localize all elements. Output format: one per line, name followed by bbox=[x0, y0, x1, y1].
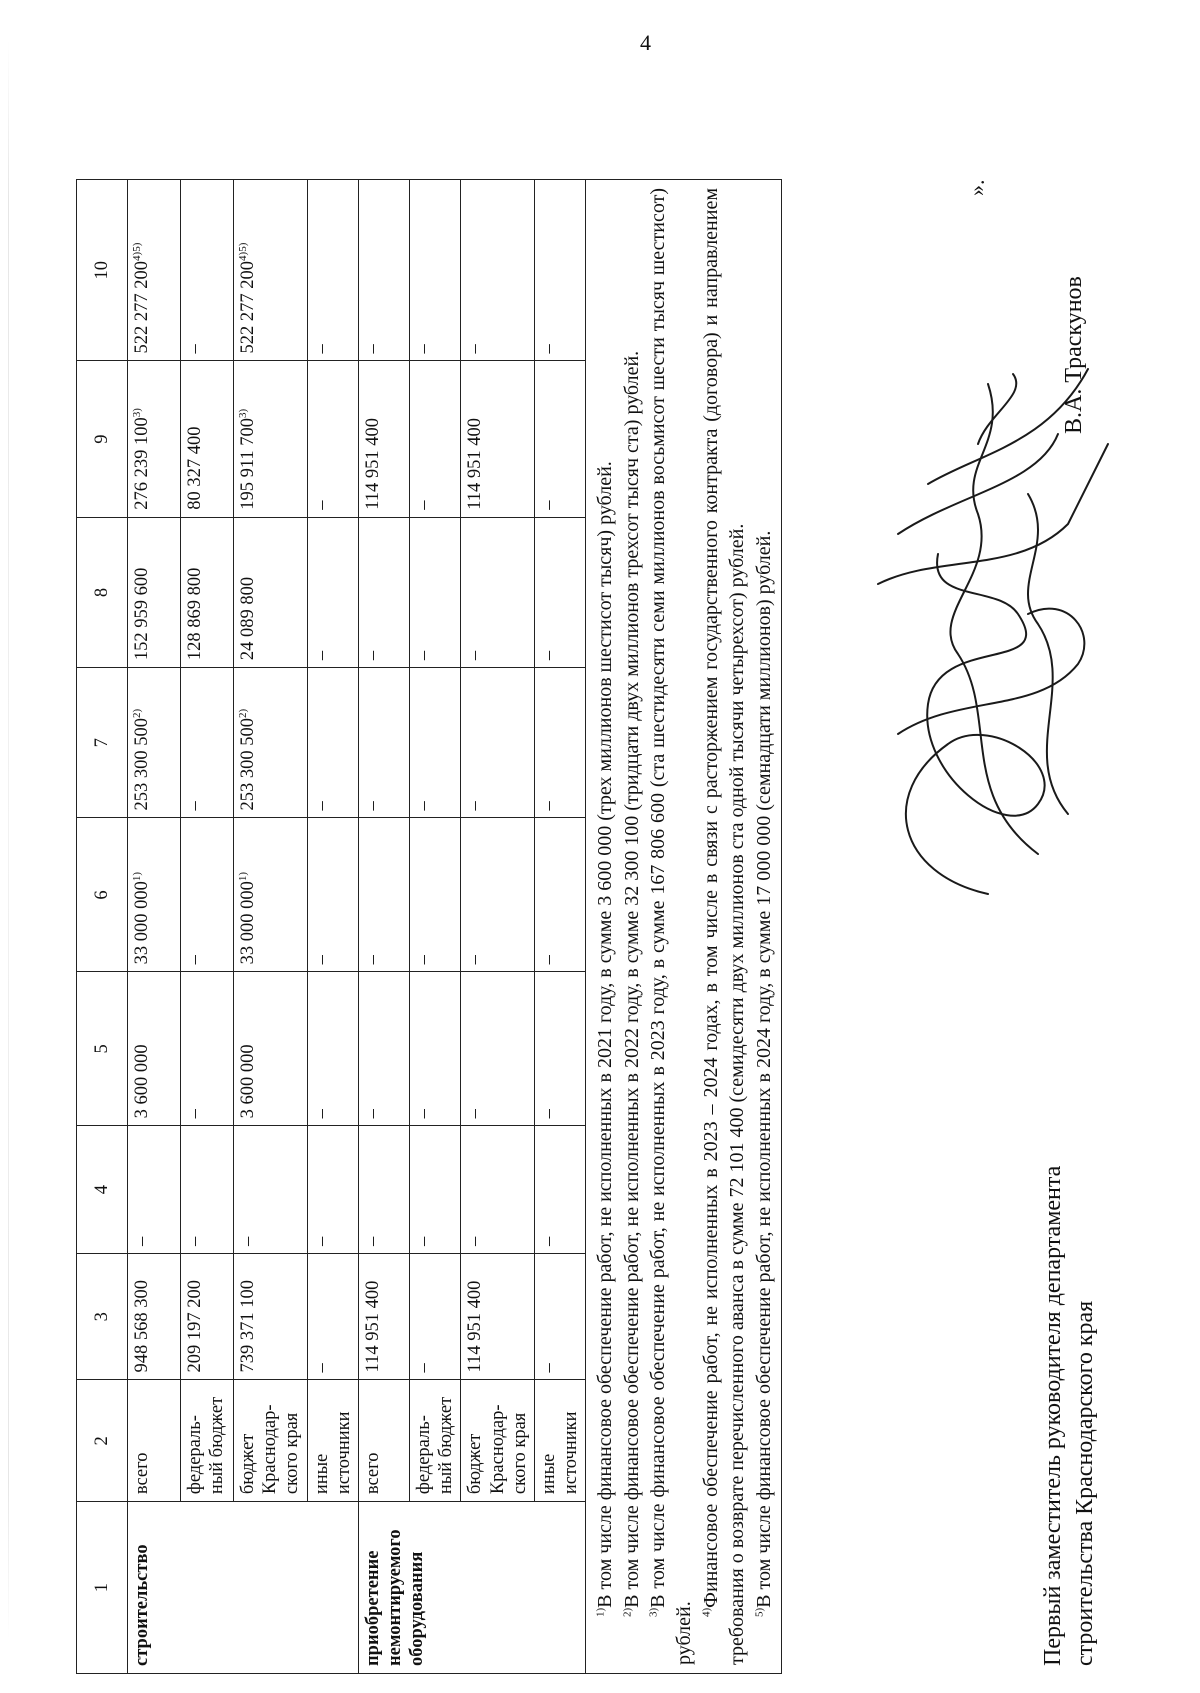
cell: – bbox=[534, 1253, 585, 1379]
cell: – bbox=[409, 517, 460, 667]
cell: – bbox=[307, 1253, 358, 1379]
scan-edge-shadow bbox=[8, 40, 9, 1640]
financing-table bbox=[76, 179, 782, 1674]
footnote-mark: 5) bbox=[752, 1607, 765, 1617]
cell: – bbox=[307, 1126, 358, 1254]
cell: – bbox=[181, 818, 234, 972]
footnote-ref: 3) bbox=[236, 408, 249, 418]
funding-source: иные источники bbox=[534, 1380, 585, 1502]
cell: – bbox=[358, 818, 409, 972]
cell bbox=[128, 818, 181, 972]
cell bbox=[234, 668, 308, 818]
cell: – bbox=[409, 818, 460, 972]
cell-value: 253 300 500 bbox=[238, 717, 258, 811]
table-area bbox=[76, 179, 956, 1674]
col-header-6: 6 bbox=[77, 818, 128, 972]
cell: – bbox=[128, 1126, 181, 1254]
footnote-ref: 2) bbox=[130, 708, 143, 718]
cell-total: 948 568 300 bbox=[128, 1253, 181, 1379]
cell: 114 951 400 bbox=[358, 361, 409, 517]
cell: – bbox=[461, 818, 535, 972]
signatory-title bbox=[1038, 1166, 1101, 1666]
cell: – bbox=[534, 180, 585, 361]
cell: – bbox=[409, 972, 460, 1126]
col-header-3: 3 bbox=[77, 1253, 128, 1379]
footnote bbox=[751, 188, 777, 1665]
cell: – bbox=[534, 1126, 585, 1254]
cell bbox=[128, 180, 181, 361]
cell: – bbox=[307, 517, 358, 667]
handwritten-signature bbox=[838, 354, 1138, 914]
table-row bbox=[307, 180, 358, 1674]
cell: 209 197 200 bbox=[181, 1253, 234, 1379]
page-number: 4 bbox=[640, 30, 651, 55]
cell: – bbox=[358, 972, 409, 1126]
footnote bbox=[698, 188, 751, 1665]
cell: 128 869 800 bbox=[181, 517, 234, 667]
funding-source: всего bbox=[358, 1380, 409, 1502]
cell: – bbox=[181, 180, 234, 361]
cell bbox=[234, 818, 308, 972]
cell: – bbox=[307, 972, 358, 1126]
table-row bbox=[181, 180, 234, 1674]
cell: – bbox=[461, 180, 535, 361]
cell: – bbox=[358, 517, 409, 667]
rotated-page-content bbox=[76, 97, 1143, 1674]
footnote-text: В том числе финансовое обеспечение работ, не исполненных в 2021 году, в сумме 3 600 000 (трех миллионов шестисот тысяч) рублей. bbox=[594, 461, 617, 1608]
funding-source: федераль-ный бюджет bbox=[181, 1380, 234, 1502]
cell: – bbox=[534, 361, 585, 517]
closing-quote: ». bbox=[964, 179, 989, 196]
cell-value: 33 000 000 bbox=[132, 881, 152, 965]
cell: 152 959 600 bbox=[128, 517, 181, 667]
funding-source: всего bbox=[128, 1380, 181, 1502]
footnotes bbox=[586, 180, 782, 1674]
cell: 80 327 400 bbox=[181, 361, 234, 517]
cell: 3 600 000 bbox=[234, 972, 308, 1126]
row-label-equipment: приобретение немонтируемого оборудования bbox=[358, 1502, 585, 1674]
signatory-title-line-1: Первый заместитель руководителя департамента bbox=[1040, 1165, 1066, 1666]
footnote-ref: 4)5) bbox=[236, 242, 249, 261]
footnote bbox=[592, 188, 618, 1665]
cell: – bbox=[358, 180, 409, 361]
cell: – bbox=[409, 668, 460, 818]
table-row bbox=[234, 180, 308, 1674]
cell: – bbox=[409, 361, 460, 517]
cell: – bbox=[409, 1253, 460, 1379]
cell: – bbox=[181, 668, 234, 818]
col-header-1: 1 bbox=[77, 1502, 128, 1674]
cell: 114 951 400 bbox=[461, 1253, 535, 1379]
funding-source: иные источники bbox=[307, 1380, 358, 1502]
cell-value: 195 911 700 bbox=[238, 417, 258, 510]
footnote bbox=[619, 188, 645, 1665]
cell-value: 522 277 200 bbox=[132, 260, 152, 354]
cell: – bbox=[307, 361, 358, 517]
cell bbox=[128, 668, 181, 818]
footnote bbox=[645, 188, 698, 1665]
footnote-mark: 4) bbox=[700, 1607, 713, 1617]
row-label-construction: строительство bbox=[128, 1502, 359, 1674]
cell: – bbox=[461, 1126, 535, 1254]
cell: – bbox=[461, 972, 535, 1126]
footnote-text: В том числе финансовое обеспечение работ, не исполненных в 2022 году, в сумме 32 300 100 (тридцати двух миллионов трехсот тысяч ста) рублей. bbox=[620, 350, 643, 1608]
footnote-ref: 2) bbox=[236, 708, 249, 718]
footnote-text: В том числе финансовое обеспечение работ, не исполненных в 2023 году, в сумме 167 806 600 (ста шестидесяти семи миллионов восьмисот шести тысяч шестисот) рублей. bbox=[647, 188, 696, 1665]
table-row bbox=[461, 180, 535, 1674]
cell-total: 114 951 400 bbox=[358, 1253, 409, 1379]
col-header-9: 9 bbox=[77, 361, 128, 517]
col-header-2: 2 bbox=[77, 1380, 128, 1502]
cell: – bbox=[534, 668, 585, 818]
cell: – bbox=[409, 180, 460, 361]
footnote-ref: 1) bbox=[236, 871, 249, 882]
table-row bbox=[534, 180, 585, 1674]
footnote-ref: 3) bbox=[130, 408, 143, 418]
cell-value: 522 277 200 bbox=[238, 260, 258, 354]
cell: 114 951 400 bbox=[461, 361, 535, 517]
cell: – bbox=[461, 668, 535, 818]
footnote-mark: 1) bbox=[594, 1607, 607, 1617]
cell bbox=[234, 180, 308, 361]
cell: – bbox=[234, 1126, 308, 1254]
footnote-mark: 3) bbox=[647, 1607, 660, 1617]
cell: 739 371 100 bbox=[234, 1253, 308, 1379]
cell: – bbox=[181, 1126, 234, 1254]
cell: – bbox=[534, 517, 585, 667]
cell bbox=[234, 361, 308, 517]
cell: 24 089 800 bbox=[234, 517, 308, 667]
footnote-ref: 4)5) bbox=[130, 242, 143, 261]
cell: – bbox=[461, 517, 535, 667]
table-row bbox=[409, 180, 460, 1674]
cell: – bbox=[307, 180, 358, 361]
cell: – bbox=[358, 668, 409, 818]
signatory-title-line-2: строительства Краснодарского края bbox=[1071, 1300, 1098, 1666]
footnote-text: Финансовое обеспечение работ, не исполненных в 2023 – 2024 годах, в том числе в связи с расторжением государственного контракта (договора) и направлением требования о возврате перечисленного аванса в сумме 72 101 400 (семидесяти двух миллионов ста одной тысячи четырехсот) рублей. bbox=[699, 188, 749, 1665]
col-header-4: 4 bbox=[77, 1126, 128, 1254]
footnote-text: В том числе финансовое обеспечение работ, не исполненных в 2024 году, в сумме 17 000 000 (семнадцати миллионов) рублей. bbox=[752, 530, 775, 1608]
col-header-8: 8 bbox=[77, 517, 128, 667]
cell: – bbox=[409, 1126, 460, 1254]
funding-source: бюджет Краснодар-ского края bbox=[234, 1380, 308, 1502]
cell: – bbox=[534, 972, 585, 1126]
funding-source: федераль-ный бюджет bbox=[409, 1380, 460, 1502]
col-header-5: 5 bbox=[77, 972, 128, 1126]
table-row bbox=[128, 180, 181, 1674]
cell: – bbox=[307, 818, 358, 972]
footnotes-row bbox=[586, 180, 782, 1674]
funding-source: бюджет Краснодар-ского края bbox=[461, 1380, 535, 1502]
cell-value: 253 300 500 bbox=[132, 717, 152, 811]
cell: – bbox=[358, 1126, 409, 1254]
header-row bbox=[77, 180, 128, 1674]
signatory-name: В.А. Траскунов bbox=[1061, 276, 1087, 434]
cell: 3 600 000 bbox=[128, 972, 181, 1126]
footnote-mark: 2) bbox=[620, 1607, 633, 1617]
col-header-7: 7 bbox=[77, 668, 128, 818]
col-header-10: 10 bbox=[77, 180, 128, 361]
cell: – bbox=[181, 972, 234, 1126]
cell: – bbox=[307, 668, 358, 818]
table-row bbox=[358, 180, 409, 1674]
cell-value: 33 000 000 bbox=[238, 881, 258, 965]
cell: – bbox=[534, 818, 585, 972]
footnote-ref: 1) bbox=[130, 871, 143, 882]
cell-value: 276 239 100 bbox=[132, 417, 152, 510]
cell bbox=[128, 361, 181, 517]
